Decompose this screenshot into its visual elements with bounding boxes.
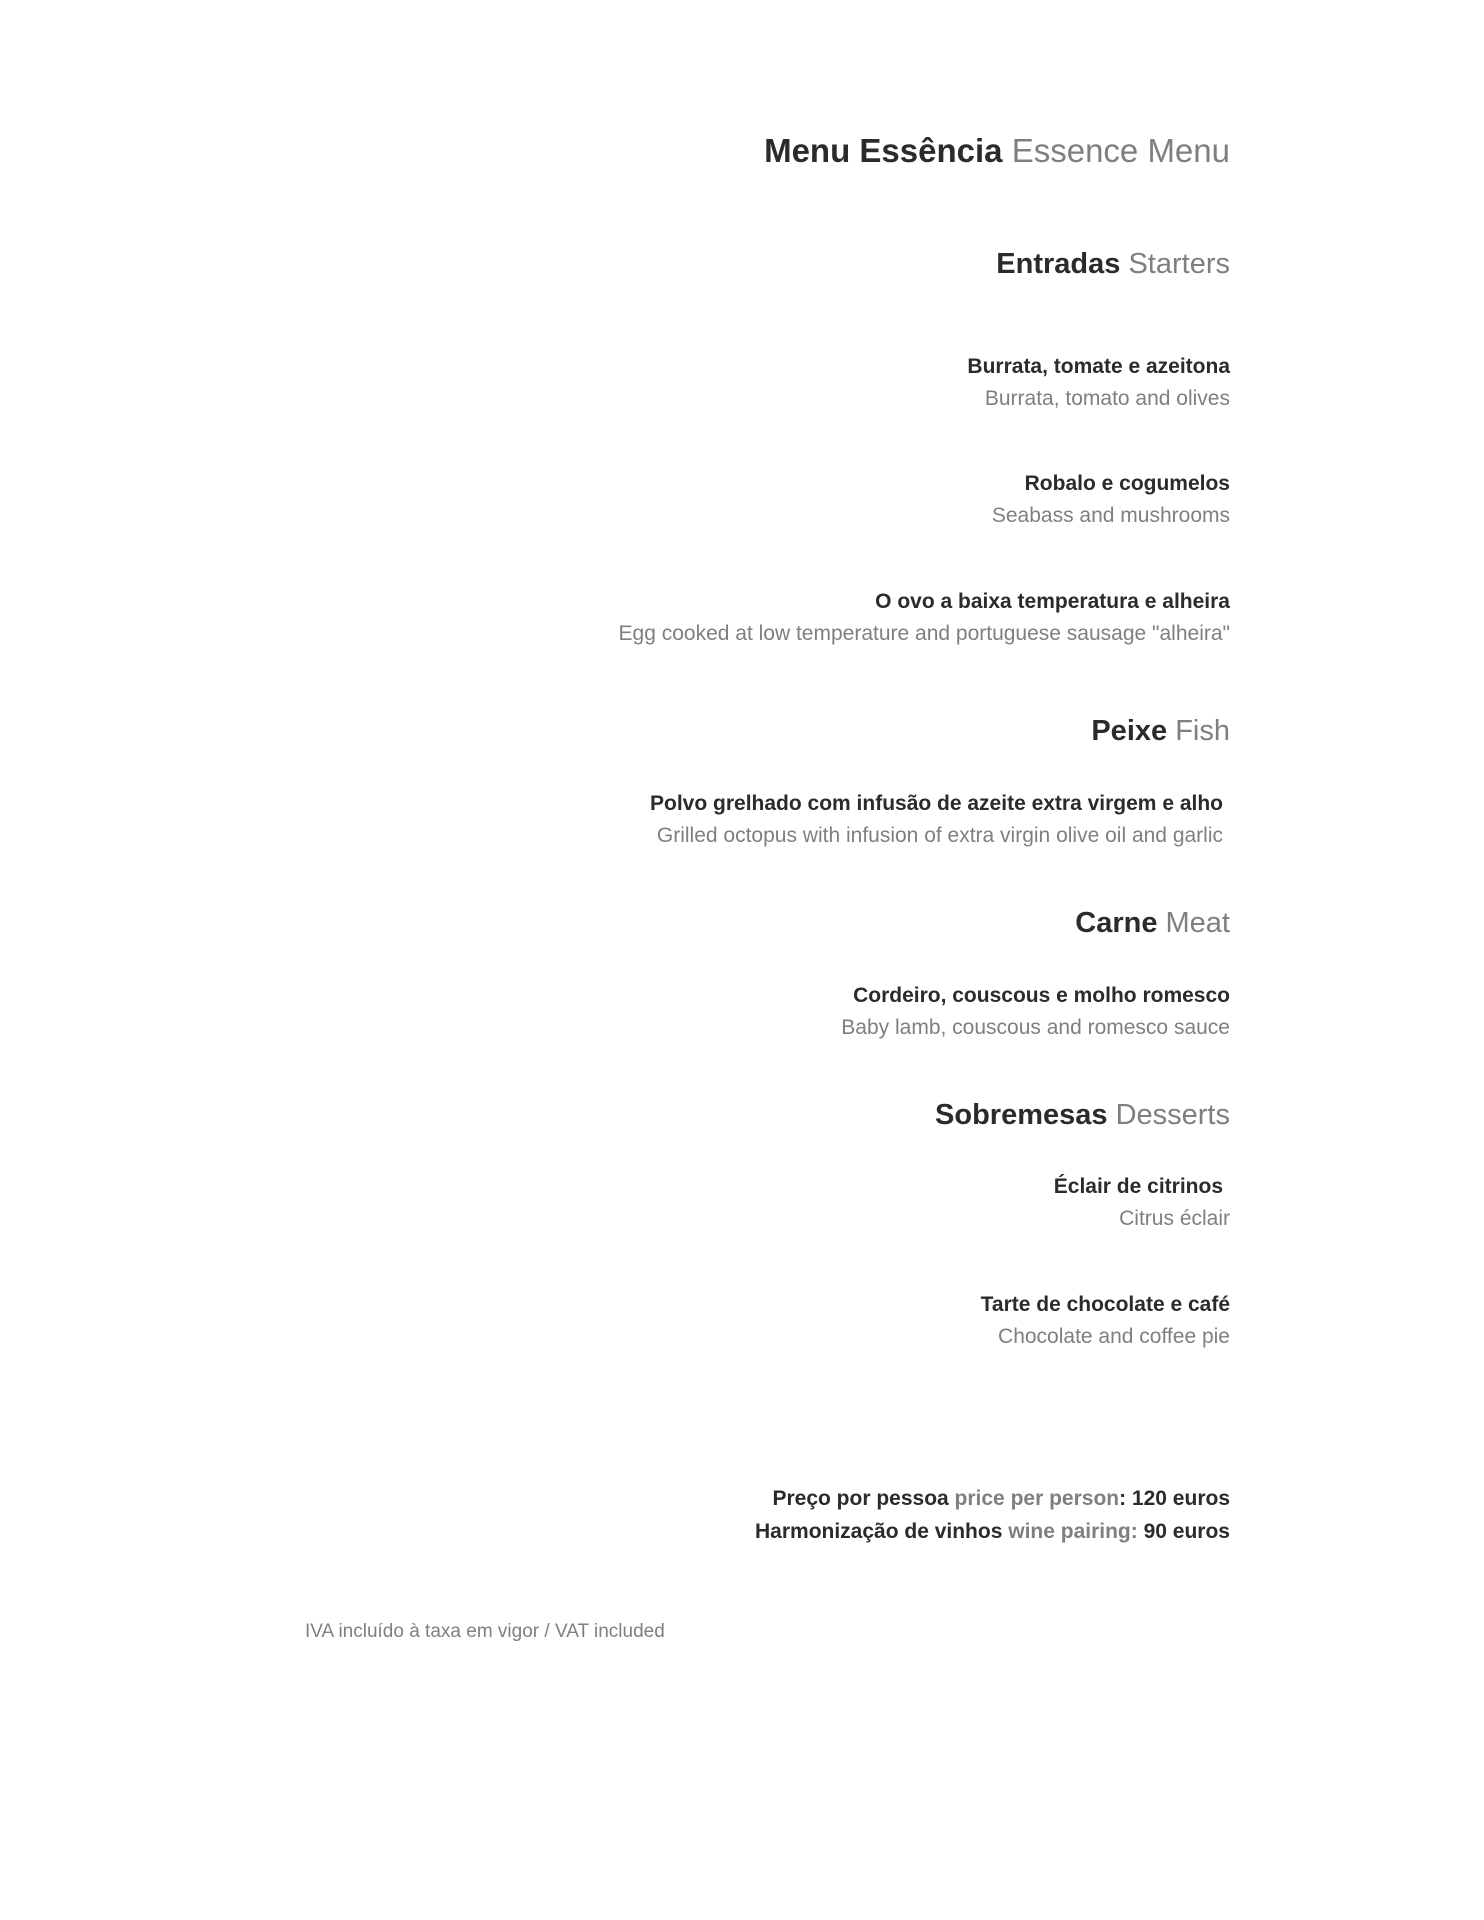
dish-name-pt: Robalo e cogumelos: [1024, 472, 1230, 495]
price-per-person-pt: Preço por pessoa: [772, 1487, 949, 1510]
dish-name-pt: Burrata, tomate e azeitona: [967, 355, 1230, 378]
section-heading-starters: Entradas Starters: [996, 248, 1230, 280]
section-heading-meat: Carne Meat: [1075, 907, 1230, 939]
dish-name-en: Seabass and mushrooms: [991, 504, 1230, 527]
section-heading-desserts: Sobremesas Desserts: [935, 1099, 1230, 1131]
dish-name-pt: Polvo grelhado com infusão de azeite extra virgem e alho: [650, 792, 1223, 815]
price-per-person: [772, 1488, 1230, 1509]
menu-title-pt: Menu Essência: [764, 132, 1003, 169]
vat-footnote: IVA incluído à taxa em vigor / VAT included: [305, 1621, 665, 1642]
menu-title-en: Essence Menu: [1011, 132, 1230, 169]
dish-name-en: Chocolate and coffee pie: [998, 1325, 1230, 1348]
dish-name-en: Grilled octopus with infusion of extra virgin olive oil and garlic: [656, 824, 1223, 847]
dish-name-pt: Cordeiro, couscous e molho romesco: [853, 984, 1230, 1007]
dish-name-pt: O ovo a baixa temperatura e alheira: [875, 590, 1230, 613]
section-heading-fish: Peixe Fish: [1091, 715, 1230, 747]
menu-title: [764, 134, 1230, 167]
price-per-person-en: price per person: [954, 1487, 1120, 1510]
wine-pairing-en: wine pairing:: [1008, 1520, 1138, 1543]
price-per-person-value: : 120 euros: [1119, 1487, 1230, 1510]
dish-name-en: Egg cooked at low temperature and portuguese sausage "alheira": [618, 622, 1230, 645]
wine-pairing-value: 90 euros: [1143, 1520, 1230, 1543]
dish-name-en: Baby lamb, couscous and romesco sauce: [841, 1016, 1230, 1039]
dish-name-pt: Tarte de chocolate e café: [980, 1293, 1230, 1316]
dish-name-pt: Éclair de citrinos: [1053, 1175, 1223, 1198]
wine-pairing-price: [755, 1521, 1230, 1542]
dish-name-en: Citrus éclair: [1119, 1207, 1230, 1230]
dish-name-en: Burrata, tomato and olives: [984, 387, 1230, 410]
wine-pairing-pt: Harmonização de vinhos: [755, 1520, 1003, 1543]
